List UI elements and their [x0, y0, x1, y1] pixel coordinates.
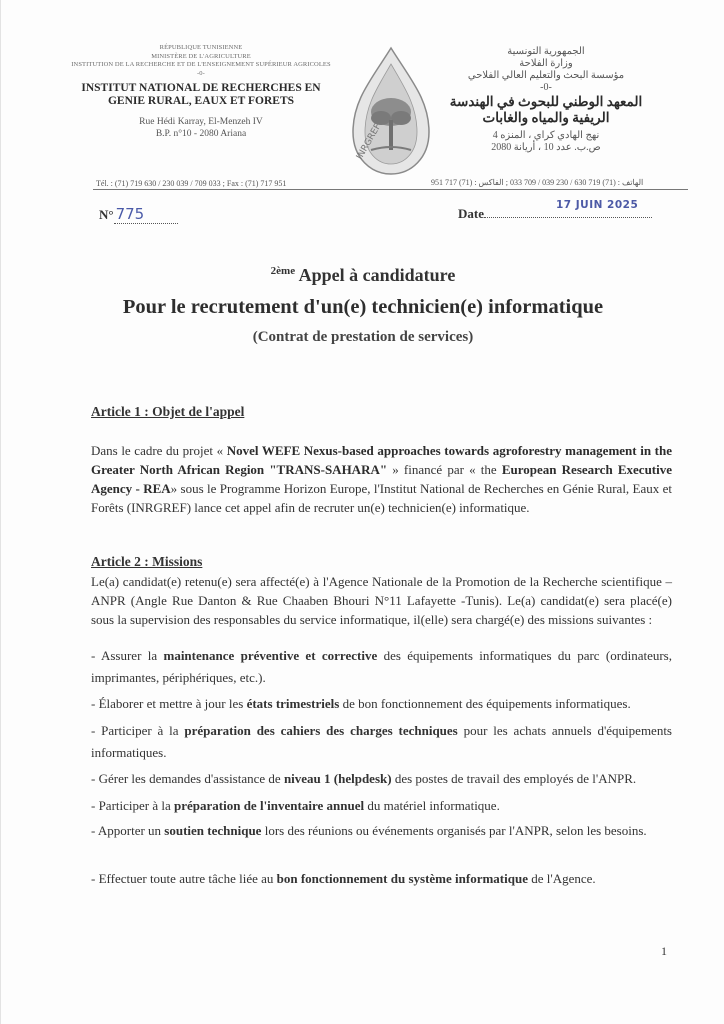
contract-subtitle: (Contrat de prestation de services)	[252, 329, 474, 345]
header-ministry: MINISTÈRE DE L'AGRICULTURE	[151, 52, 251, 60]
contact-line-fr: Tél. : (71) 719 630 / 230 039 / 709 033 ; Fax : (71) 717 951	[96, 179, 287, 188]
mission-4-text-a: - Gérer les demandes d'assistance de	[91, 771, 284, 786]
institute-name-ar-2: الريفية والمياه والغابات	[482, 110, 610, 125]
article-1-paragraph	[91, 441, 672, 517]
header-republic-ar: الجمهورية التونسية	[507, 46, 585, 57]
mission-4-bold: niveau 1 (helpdesk)	[283, 771, 392, 786]
header-institution-ar: مؤسسة البحث والتعليم العالي الفلاحي	[467, 70, 625, 81]
reference-number	[99, 205, 178, 224]
address-line-1: Rue Hédi Karray, El-Menzeh IV	[139, 117, 263, 127]
address-line-2: B.P. n°10 - 2080 Ariana	[155, 129, 247, 139]
mission-item-1	[91, 645, 672, 689]
institute-name-fr: INSTITUT NATIONAL DE RECHERCHES EN GENIE RURAL, EAUX ET FORETS	[81, 82, 321, 107]
project-name: Novel WEFE Nexus-based approaches towards agroforestry management in the Greater North African Region "TRANS-SAHARA"	[91, 443, 672, 477]
inrgref-logo	[341, 40, 441, 180]
header-separator-ar: -0-	[540, 82, 552, 93]
svg-text:INRGREF: INRGREF	[354, 122, 384, 162]
mission-item-3	[91, 720, 672, 764]
mission-6-text-c: lors des réunions ou événements organisés par l'ANPR, selon les besoins.	[261, 823, 647, 838]
address-ar-1: نهج الهادي كراي ، المنزه 4	[492, 130, 600, 141]
recruitment-title: Pour le recrutement d'un(e) technicien(e) informatique	[122, 296, 604, 318]
date-label: Date	[458, 206, 484, 221]
header-left-block	[71, 44, 331, 140]
date-field	[458, 199, 652, 222]
header-separator: -0-	[197, 69, 205, 77]
mission-2-bold: états trimestriels	[246, 696, 340, 711]
mission-1-text-c: des équipements informatiques du parc (ordinateurs, imprimantes, périphériques, etc.).	[91, 648, 672, 685]
date-stamp: 17 JUIN 2025	[556, 199, 639, 211]
article-1-text-1: Dans le cadre du projet «	[91, 443, 227, 458]
article-1-text-3: » sous le Programme Horizon Europe, l'Institut National de Recherches en Génie Rural, Eaux et Forêts (INRGREF) lance cet appel afin de recruter un(e) technicien(e) informatique.	[91, 481, 672, 515]
mission-7-text-c: de l'Agence.	[527, 871, 596, 886]
mission-item-6	[91, 820, 672, 842]
page-number: 1	[661, 944, 667, 958]
mission-item-7	[91, 868, 672, 890]
call-title	[1, 265, 724, 286]
mission-1-bold: maintenance préventive et corrective	[163, 648, 378, 663]
mission-item-4	[91, 768, 672, 790]
article-1-text-2: » financé par « the	[387, 462, 502, 477]
article-2-heading: Article 2 : Missions	[91, 554, 203, 569]
mission-4-text-c: des postes de travail des employés de l'ANPR.	[391, 771, 637, 786]
mission-6-text-a: - Apporter un	[91, 823, 165, 838]
header-divider	[93, 189, 688, 190]
mission-3-bold: préparation des cahiers des charges techniques	[184, 723, 458, 738]
address-ar-2: ص.ب. عدد 10 ، أريانة 2080	[491, 142, 601, 153]
mission-item-5	[91, 795, 672, 817]
mission-2-text-c: de bon fonctionnement des équipements informatiques.	[339, 696, 631, 711]
funding-agency: European Research Executive Agency - REA	[91, 462, 673, 496]
call-ordinal: 2ème	[270, 265, 296, 277]
date-dotted-line	[484, 199, 652, 218]
number-label: N°	[99, 207, 114, 222]
article-1-heading: Article 1 : Objet de l'appel	[91, 404, 245, 419]
logo-emblem-icon	[341, 40, 441, 180]
mission-1-text-a: - Assurer la	[91, 648, 164, 663]
mission-5-text-c: du matériel informatique.	[364, 798, 500, 813]
header-right-block	[431, 46, 661, 154]
mission-5-bold: préparation de l'inventaire annuel	[174, 798, 365, 813]
article-2-intro: Le(a) candidat(e) retenu(e) sera affecté(e) à l'Agence Nationale de la Promotion de la Recherche scientifique – ANPR (Angle Rue Danton & Rue Chaaben Bhouri N°11 Lafayette -Tunis). Le(a) candidat(e) sera placé(e) sous la supervision des responsables du service informatique, il(elle) sera chargé(e) des missions suivantes :	[91, 574, 672, 627]
mission-7-text-a: - Effectuer toute autre tâche liée au	[91, 871, 277, 886]
mission-6-bold: soutien technique	[164, 823, 262, 838]
call-title-text: Appel à candidature	[298, 265, 456, 285]
mission-5-text-a: - Participer à la	[91, 798, 175, 813]
header-ministry-ar: وزارة الفلاحة	[519, 58, 573, 69]
number-value: 775	[114, 205, 178, 224]
contact-line-ar: الهاتف : (71) 719 630 / 230 039 / 709 033 ; الفاكس : (71) 717 951	[431, 178, 644, 187]
header-republic: RÉPUBLIQUE TUNISIENNE	[159, 44, 243, 51]
mission-7-bold: bon fonctionnement du système informatique	[276, 871, 528, 886]
header-institution: INSTITUTION DE LA RECHERCHE ET DE L'ENSEIGNEMENT SUPÉRIEUR AGRICOLES	[71, 61, 331, 68]
mission-item-2	[91, 693, 672, 715]
mission-3-text-a: - Participer à la	[91, 723, 185, 738]
institute-name-ar-1: المعهد الوطني للبحوث في الهندسة	[449, 94, 643, 109]
mission-2-text-a: - Élaborer et mettre à jour les	[91, 696, 247, 711]
mission-3-text-c: pour les achats annuels d'équipements informatiques.	[91, 723, 672, 760]
